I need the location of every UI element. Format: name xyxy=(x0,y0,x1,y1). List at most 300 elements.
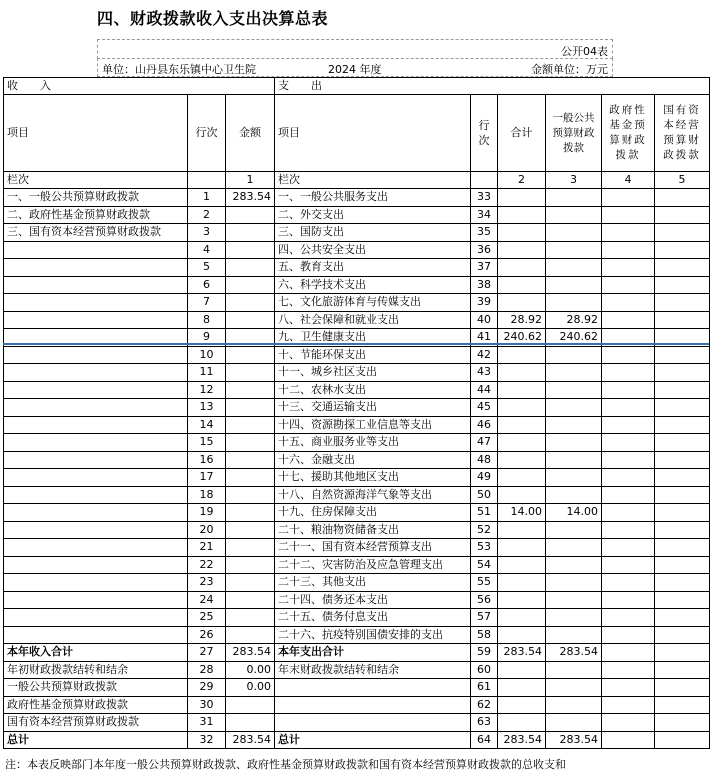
cell-gov xyxy=(602,486,655,504)
cell-out-no: 42 xyxy=(471,346,498,364)
cell-in-amt: 283.54 xyxy=(226,644,275,662)
cell-gen xyxy=(546,241,602,259)
cell-in-no: 18 xyxy=(188,486,226,504)
cell-cap xyxy=(655,574,710,592)
item-header-2: 项目 xyxy=(275,95,471,172)
income-header: 收 入 xyxy=(4,78,275,95)
table-row xyxy=(4,469,710,487)
cell-in-item xyxy=(4,276,188,294)
cell-out-item: 十四、资源勘探工业信息等支出 xyxy=(275,416,471,434)
cell-in-amt xyxy=(226,294,275,312)
cell-out-no: 36 xyxy=(471,241,498,259)
cell-in-item xyxy=(4,486,188,504)
blank-cell xyxy=(188,172,226,189)
cell-gov xyxy=(602,696,655,714)
cell-cap xyxy=(655,469,710,487)
cell-in-amt xyxy=(226,504,275,522)
cell-total xyxy=(498,696,546,714)
cell-total xyxy=(498,626,546,644)
cell-gov xyxy=(602,224,655,242)
cell-gov xyxy=(602,276,655,294)
selection-line xyxy=(3,343,709,345)
cell-in-no: 22 xyxy=(188,556,226,574)
cell-in-no: 20 xyxy=(188,521,226,539)
cell-in-amt xyxy=(226,364,275,382)
blank-cell xyxy=(471,172,498,189)
cell-out-item: 九、卫生健康支出 xyxy=(275,329,471,347)
table-row xyxy=(4,574,710,592)
cell-out-item xyxy=(275,714,471,732)
cell-in-no: 29 xyxy=(188,679,226,697)
cell-cap xyxy=(655,311,710,329)
cell-out-item: 二十五、债务付息支出 xyxy=(275,609,471,627)
cell-total: 28.92 xyxy=(498,311,546,329)
unit-label: 单位：山丹县东乐镇中心卫生院 xyxy=(102,63,256,76)
cell-gov xyxy=(602,504,655,522)
cell-in-item xyxy=(4,434,188,452)
cell-out-item: 六、科学技术支出 xyxy=(275,276,471,294)
section-header-row xyxy=(4,78,710,95)
cell-gen xyxy=(546,539,602,557)
cell-in-item xyxy=(4,241,188,259)
cell-cap xyxy=(655,661,710,679)
cell-out-item: 二十四、债务还本支出 xyxy=(275,591,471,609)
cell-gen xyxy=(546,399,602,417)
cell-in-amt: 283.54 xyxy=(226,731,275,749)
cell-out-item: 二十一、国有资本经营预算支出 xyxy=(275,539,471,557)
table-row xyxy=(4,609,710,627)
cell-out-item: 十、节能环保支出 xyxy=(275,346,471,364)
cell-in-amt xyxy=(226,434,275,452)
table-row xyxy=(4,399,710,417)
cell-gov xyxy=(602,189,655,207)
table-row xyxy=(4,591,710,609)
cell-gen: 14.00 xyxy=(546,504,602,522)
cell-in-item: 国有资本经营预算财政拨款 xyxy=(4,714,188,732)
cell-cap xyxy=(655,451,710,469)
col-label: 栏次 xyxy=(4,172,188,189)
cell-gov xyxy=(602,731,655,749)
cell-in-amt xyxy=(226,311,275,329)
col-number-1: 1 xyxy=(226,172,275,189)
cell-gov xyxy=(602,539,655,557)
table-row xyxy=(4,486,710,504)
cell-out-item: 十五、商业服务业等支出 xyxy=(275,434,471,452)
cell-out-no: 45 xyxy=(471,399,498,417)
cell-gen xyxy=(546,451,602,469)
year-label: 2024 年度 xyxy=(328,63,382,76)
cell-in-amt xyxy=(226,416,275,434)
table-row xyxy=(4,434,710,452)
cell-gen xyxy=(546,381,602,399)
cell-in-no: 27 xyxy=(188,644,226,662)
cell-in-amt xyxy=(226,276,275,294)
cell-in-no: 7 xyxy=(188,294,226,312)
cell-in-amt xyxy=(226,346,275,364)
cell-in-no: 16 xyxy=(188,451,226,469)
cell-gen xyxy=(546,364,602,382)
cell-cap xyxy=(655,224,710,242)
cell-total xyxy=(498,224,546,242)
table-row xyxy=(4,206,710,224)
cell-cap xyxy=(655,591,710,609)
cell-cap xyxy=(655,434,710,452)
cell-cap xyxy=(655,539,710,557)
cell-out-no: 49 xyxy=(471,469,498,487)
amount-unit-label: 金额单位：万元 xyxy=(531,63,608,76)
cell-in-amt xyxy=(226,399,275,417)
cell-out-item: 二、外交支出 xyxy=(275,206,471,224)
cell-gen xyxy=(546,416,602,434)
cell-total xyxy=(498,381,546,399)
cell-in-item xyxy=(4,539,188,557)
cell-out-no: 37 xyxy=(471,259,498,277)
cell-in-no: 4 xyxy=(188,241,226,259)
cell-out-item: 十三、交通运输支出 xyxy=(275,399,471,417)
cell-in-item xyxy=(4,556,188,574)
cell-in-item xyxy=(4,311,188,329)
cell-total xyxy=(498,294,546,312)
cell-out-item: 五、教育支出 xyxy=(275,259,471,277)
cell-in-amt xyxy=(226,451,275,469)
cell-gen xyxy=(546,556,602,574)
cell-in-amt xyxy=(226,574,275,592)
cell-in-item: 年初财政拨款结转和结余 xyxy=(4,661,188,679)
col-number-3: 3 xyxy=(546,172,602,189)
cell-out-no: 59 xyxy=(471,644,498,662)
cell-out-no: 51 xyxy=(471,504,498,522)
page-title: 四、财政拨款收入支出决算总表 xyxy=(97,9,329,28)
cell-in-no: 14 xyxy=(188,416,226,434)
cell-total xyxy=(498,486,546,504)
cell-cap xyxy=(655,346,710,364)
cell-cap xyxy=(655,364,710,382)
cell-gov xyxy=(602,364,655,382)
col-label-2: 栏次 xyxy=(275,172,471,189)
cell-in-item: 总计 xyxy=(4,731,188,749)
cell-in-no: 13 xyxy=(188,399,226,417)
cell-out-item: 三、国防支出 xyxy=(275,224,471,242)
cell-out-no: 35 xyxy=(471,224,498,242)
cell-cap xyxy=(655,381,710,399)
cell-cap xyxy=(655,486,710,504)
cell-gen xyxy=(546,714,602,732)
table-row xyxy=(4,346,710,364)
cell-in-item xyxy=(4,416,188,434)
cell-out-item: 七、文化旅游体育与传媒支出 xyxy=(275,294,471,312)
cell-out-item: 十六、金融支出 xyxy=(275,451,471,469)
cell-in-item: 本年收入合计 xyxy=(4,644,188,662)
cell-gov xyxy=(602,346,655,364)
cell-in-amt: 283.54 xyxy=(226,189,275,207)
cell-out-item xyxy=(275,696,471,714)
cell-out-no: 54 xyxy=(471,556,498,574)
cell-in-no: 17 xyxy=(188,469,226,487)
cell-out-item: 十九、住房保障支出 xyxy=(275,504,471,522)
cell-total xyxy=(498,609,546,627)
cell-gov xyxy=(602,714,655,732)
table-row xyxy=(4,276,710,294)
cell-total xyxy=(498,416,546,434)
cell-out-no: 38 xyxy=(471,276,498,294)
cell-gen xyxy=(546,294,602,312)
cell-out-no: 47 xyxy=(471,434,498,452)
cell-total xyxy=(498,206,546,224)
cell-in-item xyxy=(4,626,188,644)
cell-in-item xyxy=(4,346,188,364)
cell-in-no: 24 xyxy=(188,591,226,609)
cell-in-amt: 0.00 xyxy=(226,661,275,679)
cell-out-item: 十七、援助其他地区支出 xyxy=(275,469,471,487)
cell-gov xyxy=(602,469,655,487)
cell-cap xyxy=(655,294,710,312)
cell-in-no: 6 xyxy=(188,276,226,294)
cell-cap xyxy=(655,731,710,749)
cell-in-amt xyxy=(226,224,275,242)
col-number-2: 2 xyxy=(498,172,546,189)
cell-total xyxy=(498,591,546,609)
cell-gov xyxy=(602,206,655,224)
cell-cap xyxy=(655,714,710,732)
cell-gov xyxy=(602,381,655,399)
cell-gov xyxy=(602,241,655,259)
cell-gen: 240.62 xyxy=(546,329,602,347)
table-row xyxy=(4,731,710,749)
cell-in-no: 12 xyxy=(188,381,226,399)
cell-gen xyxy=(546,486,602,504)
cell-in-amt xyxy=(226,626,275,644)
cell-in-item xyxy=(4,504,188,522)
cell-gen: 28.92 xyxy=(546,311,602,329)
cell-total xyxy=(498,259,546,277)
cell-in-amt xyxy=(226,469,275,487)
cell-cap xyxy=(655,206,710,224)
table-row xyxy=(4,556,710,574)
cell-out-no: 41 xyxy=(471,329,498,347)
cell-gov xyxy=(602,609,655,627)
cell-cap xyxy=(655,241,710,259)
cell-gen xyxy=(546,469,602,487)
cell-in-no: 23 xyxy=(188,574,226,592)
cell-in-amt xyxy=(226,381,275,399)
cell-in-item xyxy=(4,609,188,627)
cell-total xyxy=(498,469,546,487)
table-row xyxy=(4,644,710,662)
cell-gen xyxy=(546,696,602,714)
cell-total xyxy=(498,276,546,294)
cell-out-item: 四、公共安全支出 xyxy=(275,241,471,259)
cell-in-no: 3 xyxy=(188,224,226,242)
cell-in-amt xyxy=(226,714,275,732)
cell-out-no: 56 xyxy=(471,591,498,609)
cell-in-no: 9 xyxy=(188,329,226,347)
cell-out-no: 62 xyxy=(471,696,498,714)
cell-out-no: 39 xyxy=(471,294,498,312)
table-row xyxy=(4,661,710,679)
cell-out-no: 50 xyxy=(471,486,498,504)
table-row xyxy=(4,364,710,382)
cell-out-no: 33 xyxy=(471,189,498,207)
col-number-4: 4 xyxy=(602,172,655,189)
table-row xyxy=(4,189,710,207)
cell-out-no: 43 xyxy=(471,364,498,382)
cell-in-item xyxy=(4,574,188,592)
cell-out-item: 总计 xyxy=(275,731,471,749)
table-row xyxy=(4,259,710,277)
cell-out-no: 52 xyxy=(471,521,498,539)
cell-cap xyxy=(655,189,710,207)
cell-in-no: 25 xyxy=(188,609,226,627)
cell-gov xyxy=(602,399,655,417)
cell-total: 283.54 xyxy=(498,731,546,749)
cell-in-no: 26 xyxy=(188,626,226,644)
cell-gov xyxy=(602,679,655,697)
cell-in-item: 一般公共预算财政拨款 xyxy=(4,679,188,697)
cell-out-no: 46 xyxy=(471,416,498,434)
cell-in-amt xyxy=(226,609,275,627)
cell-in-no: 19 xyxy=(188,504,226,522)
table-row xyxy=(4,626,710,644)
cell-total xyxy=(498,364,546,382)
form-code: 公开04表 xyxy=(561,45,608,58)
cell-cap xyxy=(655,399,710,417)
cell-total xyxy=(498,679,546,697)
cell-cap xyxy=(655,521,710,539)
cell-gov xyxy=(602,661,655,679)
cell-gov xyxy=(602,574,655,592)
cell-in-amt xyxy=(226,259,275,277)
cell-in-amt xyxy=(226,696,275,714)
cell-total xyxy=(498,399,546,417)
cell-out-no: 63 xyxy=(471,714,498,732)
cell-out-item: 十一、城乡社区支出 xyxy=(275,364,471,382)
cell-out-item: 八、社会保障和就业支出 xyxy=(275,311,471,329)
cell-gen xyxy=(546,521,602,539)
cell-in-no: 21 xyxy=(188,539,226,557)
table-row xyxy=(4,451,710,469)
table-row xyxy=(4,311,710,329)
cell-cap xyxy=(655,259,710,277)
cell-gen xyxy=(546,434,602,452)
cell-in-item xyxy=(4,521,188,539)
table-row xyxy=(4,294,710,312)
cell-in-no: 28 xyxy=(188,661,226,679)
cell-gen xyxy=(546,574,602,592)
table-row xyxy=(4,241,710,259)
cell-out-item: 十八、自然资源海洋气象等支出 xyxy=(275,486,471,504)
cell-in-item xyxy=(4,451,188,469)
cell-total xyxy=(498,556,546,574)
column-header-row xyxy=(4,95,710,172)
cell-in-no: 10 xyxy=(188,346,226,364)
cell-out-item: 二十二、灾害防治及应急管理支出 xyxy=(275,556,471,574)
table-row xyxy=(4,714,710,732)
table-row xyxy=(4,381,710,399)
cell-cap xyxy=(655,696,710,714)
cell-cap xyxy=(655,679,710,697)
cell-total: 14.00 xyxy=(498,504,546,522)
cell-total xyxy=(498,714,546,732)
cell-in-item: 政府性基金预算财政拨款 xyxy=(4,696,188,714)
table-row xyxy=(4,679,710,697)
cell-out-item: 本年支出合计 xyxy=(275,644,471,662)
cell-out-item: 二十、粮油物资储备支出 xyxy=(275,521,471,539)
cell-in-no: 32 xyxy=(188,731,226,749)
cell-in-no: 2 xyxy=(188,206,226,224)
cell-gov xyxy=(602,556,655,574)
info-bar xyxy=(97,58,613,77)
table-row xyxy=(4,539,710,557)
cell-total xyxy=(498,434,546,452)
cell-in-no: 31 xyxy=(188,714,226,732)
table-row xyxy=(4,696,710,714)
cell-in-item xyxy=(4,294,188,312)
cell-gov xyxy=(602,294,655,312)
cell-gen xyxy=(546,679,602,697)
budget-table xyxy=(3,77,710,749)
cell-out-item xyxy=(275,679,471,697)
cell-gov xyxy=(602,259,655,277)
cell-in-no: 15 xyxy=(188,434,226,452)
cell-gov xyxy=(602,521,655,539)
cell-out-no: 58 xyxy=(471,626,498,644)
cell-cap xyxy=(655,609,710,627)
cell-gen xyxy=(546,661,602,679)
cell-cap xyxy=(655,416,710,434)
amount-header: 金额 xyxy=(226,95,275,172)
cell-out-no: 34 xyxy=(471,206,498,224)
cell-in-no: 5 xyxy=(188,259,226,277)
table-row xyxy=(4,504,710,522)
cell-total: 240.62 xyxy=(498,329,546,347)
row-no-header: 行次 xyxy=(188,95,226,172)
cell-gen xyxy=(546,189,602,207)
cell-out-no: 61 xyxy=(471,679,498,697)
cell-gov xyxy=(602,591,655,609)
cell-cap xyxy=(655,504,710,522)
state-capital-header: 国有资本经营预算财政拨款 xyxy=(655,95,710,172)
cell-total: 283.54 xyxy=(498,644,546,662)
cell-out-no: 44 xyxy=(471,381,498,399)
cell-gen: 283.54 xyxy=(546,644,602,662)
cell-total xyxy=(498,241,546,259)
table-row xyxy=(4,521,710,539)
cell-gen xyxy=(546,591,602,609)
cell-out-no: 48 xyxy=(471,451,498,469)
cell-gov xyxy=(602,626,655,644)
expense-header: 支 出 xyxy=(275,78,710,95)
cell-in-no: 30 xyxy=(188,696,226,714)
form-code-bar xyxy=(97,39,613,59)
cell-in-item xyxy=(4,591,188,609)
cell-total xyxy=(498,661,546,679)
column-number-row xyxy=(4,172,710,189)
item-header: 项目 xyxy=(4,95,188,172)
cell-in-amt xyxy=(226,521,275,539)
cell-gov xyxy=(602,451,655,469)
general-budget-header: 一般公共预算财政拨款 xyxy=(546,95,602,172)
col-number-5: 5 xyxy=(655,172,710,189)
cell-total xyxy=(498,574,546,592)
cell-in-item xyxy=(4,364,188,382)
cell-gov xyxy=(602,434,655,452)
cell-in-amt xyxy=(226,556,275,574)
footnote: 注：本表反映部门本年度一般公共预算财政拨款、政府性基金预算财政拨款和国有资本经营预算财政拨款的总收支和 xyxy=(5,758,566,771)
cell-gov xyxy=(602,416,655,434)
cell-in-amt xyxy=(226,241,275,259)
gov-fund-header: 政府性基金预算财政拨款 xyxy=(602,95,655,172)
cell-total xyxy=(498,451,546,469)
